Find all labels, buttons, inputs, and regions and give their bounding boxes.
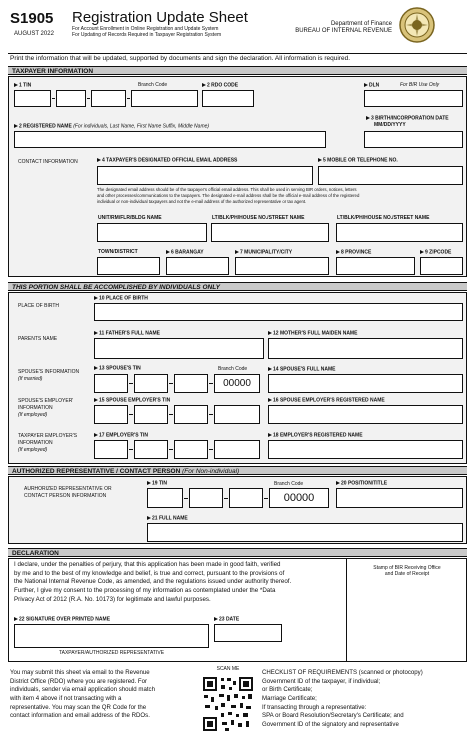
- spouse-employer-note: (If employed): [18, 412, 48, 418]
- mother-label: 12 MOTHER'S FULL MAIDEN NAME: [268, 331, 357, 337]
- scan-me-label: SCAN ME: [216, 666, 240, 672]
- employer-tin-part-3[interactable]: [174, 440, 208, 459]
- municipality-field[interactable]: [235, 257, 329, 275]
- parents-name-label: PARENTS NAME: [18, 336, 58, 342]
- municipality-label: 7 MUNICIPALITY/CITY: [235, 250, 292, 256]
- rep-position-label: 20 POSITION/TITLE: [336, 481, 387, 487]
- representative-label-1: AURHORIZED REPRESENTATIVE OR: [24, 486, 112, 492]
- address-line-2-label: LT/BLK/PH/HOUSE NO./STREET NAME: [212, 215, 305, 221]
- date-label: 23 DATE: [214, 617, 239, 623]
- pob-label: 10 PLACE OF BIRTH: [94, 296, 148, 302]
- stamp-label: Stamp of BIR Receiving Office and Date of Receipt: [373, 565, 441, 577]
- spouse-employer-tin-part-1[interactable]: [94, 405, 128, 424]
- zipcode-label: 9 ZIPCODE: [420, 250, 451, 256]
- spouse-name-field[interactable]: [268, 374, 463, 393]
- spouse-employer-name-label: 16 SPOUSE EMPLOYER'S REGISTERED NAME: [268, 398, 385, 404]
- email-label: 4 TAXPAYER'S DESIGNATED OFFICIAL EMAIL ADDRESS: [97, 158, 237, 164]
- section-declaration: DECLARATION: [8, 548, 467, 557]
- barangay-field[interactable]: [166, 257, 229, 275]
- birth-date-field[interactable]: [364, 131, 463, 148]
- form-subtitle-1: For Account Enrollment in Online Registration and Update System: [72, 26, 219, 32]
- rdo-label: 2 RDO CODE: [202, 83, 238, 89]
- spouse-tin-part-3[interactable]: [174, 374, 208, 393]
- instruction-text: Print the information that will be updated, supported by documents and sign the declaration. All information is required.: [10, 55, 351, 62]
- rep-tin-part-1[interactable]: [147, 488, 183, 508]
- mobile-label: 5 MOBILE OR TELEPHONE NO.: [318, 158, 398, 164]
- barangay-label: 6 BARANGAY: [166, 250, 204, 256]
- registered-name-label: 2 REGISTERED NAME (For individuals, Last Name, First Name Suffix, Middle Name): [14, 124, 209, 130]
- spouse-tin-part-1[interactable]: [94, 374, 128, 393]
- father-name-field[interactable]: [94, 338, 264, 359]
- dln-field[interactable]: [364, 90, 463, 107]
- spouse-employer-branch-field[interactable]: [214, 405, 260, 424]
- submission-instructions: You may submit this sheet via email to the Revenue District Office (RDO) where you are registered. For individuals, sender via email application should match with item 4 above if not transacting with a representative. You may scan the QR Code for the contact information and email address of the RDOs.: [10, 669, 155, 720]
- rep-tin-label: 19 TIN: [147, 481, 167, 487]
- taxpayer-employer-label: TAXPAYER EMPLOYER'S: [18, 433, 78, 439]
- spouse-employer-label: SPOUSE'S EMPLOYER': [18, 398, 74, 404]
- spouse-employer-tin-part-3[interactable]: [174, 405, 208, 424]
- spouse-employer-tin-label: 15 SPOUSE EMPLOYER'S TIN: [94, 398, 170, 404]
- town-field[interactable]: [97, 257, 160, 275]
- rep-branch-code-field[interactable]: 00000: [269, 488, 329, 508]
- place-of-birth-field[interactable]: [94, 303, 463, 321]
- branch-code-field[interactable]: [131, 90, 198, 107]
- section-authorized-representative: AUTHORIZED REPRESENTATIVE / CONTACT PERSON (For Non-individual): [8, 466, 467, 475]
- bir-seal-icon: [398, 6, 436, 44]
- branch-code-label: Branch Code: [138, 82, 168, 88]
- rep-fullname-field[interactable]: [147, 523, 463, 542]
- email-field[interactable]: [97, 166, 313, 185]
- qr-code-icon[interactable]: [201, 675, 255, 733]
- spouse-info-label: SPOUSE'S INFORMATION: [18, 369, 80, 375]
- employer-tin-part-2[interactable]: [134, 440, 168, 459]
- department-name: Department of Finance: [330, 21, 392, 27]
- form-subtitle-2: For Updating of Records Required in Taxpayer Registration System: [72, 32, 222, 38]
- tin-label: 1 TIN: [14, 83, 31, 89]
- spouse-employer-name-field[interactable]: [268, 405, 463, 424]
- spouse-info-note: (If married): [18, 376, 43, 382]
- date-field[interactable]: [214, 624, 282, 642]
- signature-caption: TAXPAYER/AUTHORIZED REPRESENTATIVE: [58, 650, 165, 656]
- birth-date-format: MM/DD/YYYY: [374, 122, 406, 128]
- tin-part-3[interactable]: [91, 90, 126, 107]
- address-line-3-field[interactable]: [336, 223, 463, 242]
- spouse-employer-tin-part-2[interactable]: [134, 405, 168, 424]
- contact-information-label: CONTACT INFORMATION: [18, 159, 78, 165]
- bureau-name: BUREAU OF INTERNAL REVENUE: [295, 28, 392, 34]
- province-field[interactable]: [336, 257, 415, 275]
- taxpayer-employer-note: (If employed): [18, 447, 48, 453]
- address-line-1-field[interactable]: [97, 223, 207, 242]
- birth-date-label: 3 BIRTH/INCORPORATION DATE: [366, 116, 449, 122]
- rep-tin-part-2[interactable]: [189, 488, 223, 508]
- declaration-text: I declare, under the penalties of perjury, that this application has been made in good faith, verified by me and to the best of my knowledge and belief, is true and correct, pursuant to the provisions of the National Internal Revenue Code, as amended, and the regulations issued under authority thereof. Further, I give my consent to the processing of my information as contemplated under the *Data Privacy Act of 2012 (R.A. No. 10173) for legitimate and lawful purposes.: [14, 561, 292, 603]
- spouse-tin-label: 13 SPOUSE'S TIN: [94, 366, 141, 372]
- spouse-tin-part-2[interactable]: [134, 374, 168, 393]
- employer-tin-label: 17 EMPLOYER'S TIN: [94, 433, 148, 439]
- spouse-branch-code-field[interactable]: 00000: [214, 374, 260, 393]
- signature-label: 22 SIGNATURE OVER PRINTED NAME: [14, 617, 110, 623]
- dln-label: DLN: [364, 83, 379, 89]
- form-date: AUGUST 2022: [14, 31, 54, 37]
- spouse-employer-label-2: INFORMATION: [18, 405, 53, 411]
- signature-field[interactable]: [14, 624, 209, 648]
- spouse-branch-code-label: Branch Code: [218, 366, 248, 372]
- form-title: Registration Update Sheet: [72, 9, 248, 26]
- employer-tin-part-1[interactable]: [94, 440, 128, 459]
- bir-use-label: For BIR Use Only: [400, 82, 440, 88]
- province-label: 8 PROVINCE: [336, 250, 371, 256]
- checklist-of-requirements: CHECKLIST OF REQUIREMENTS (scanned or photocopy) Government ID of the taxpayer, if individual; or Birth Certificate; Marriage Certificate; If transacting through a representative: SPA or Board Resolution/Secretary's Certificate; and Government ID of the signatory and representative: [262, 669, 423, 728]
- section-taxpayer-information: TAXPAYER INFORMATION: [8, 66, 467, 75]
- form-number: S1905: [10, 10, 54, 27]
- rdo-field[interactable]: [202, 90, 254, 107]
- place-of-birth-label: PLACE OF BIRTH: [18, 303, 60, 309]
- employer-name-field[interactable]: [268, 440, 463, 459]
- rep-branch-code-label: Branch Code: [274, 481, 304, 487]
- spouse-name-label: 14 SPOUSE'S FULL NAME: [268, 367, 336, 373]
- father-label: 11 FATHER'S FULL NAME: [94, 331, 160, 337]
- mobile-field[interactable]: [318, 166, 463, 185]
- town-label: TOWN/DISTRICT: [98, 249, 138, 255]
- address-line-1-label: UNIT/RM/FLR/BLDG NAME: [98, 215, 162, 221]
- address-line-2-field[interactable]: [211, 223, 329, 242]
- zipcode-field[interactable]: [420, 257, 463, 275]
- representative-label-2: CONTACT PERSON INFORMATION: [24, 493, 107, 499]
- email-note: The designated email address should be of the taxpayer's official email address. This shall be used in serving BIR orders, notices, letters and other processes/communications to the taxpayers. The designated e-mail address shall be the official e-mail address of the registered individual or non-individual taxpayers and not the e-mail address of the authorized representative or tax agent.: [97, 187, 360, 205]
- employer-name-label: 18 EMPLOYER'S REGISTERED NAME: [268, 433, 363, 439]
- registered-name-field[interactable]: [14, 131, 326, 148]
- tin-part-2[interactable]: [56, 90, 86, 107]
- rep-tin-part-3[interactable]: [229, 488, 263, 508]
- rep-position-field[interactable]: [336, 488, 463, 508]
- employer-branch-field[interactable]: [214, 440, 260, 459]
- taxpayer-employer-label-2: INFORMATION: [18, 440, 53, 446]
- address-line-3-label: LT/BLK/PH/HOUSE NO./STREET NAME: [337, 215, 430, 221]
- mother-name-field[interactable]: [268, 338, 463, 359]
- tin-part-1[interactable]: [14, 90, 51, 107]
- section-individuals-only: THIS PORTION SHALL BE ACCOMPLISHED BY INDIVIDUALS ONLY: [8, 282, 467, 291]
- rep-fullname-label: 21 FULL NAME: [147, 516, 188, 522]
